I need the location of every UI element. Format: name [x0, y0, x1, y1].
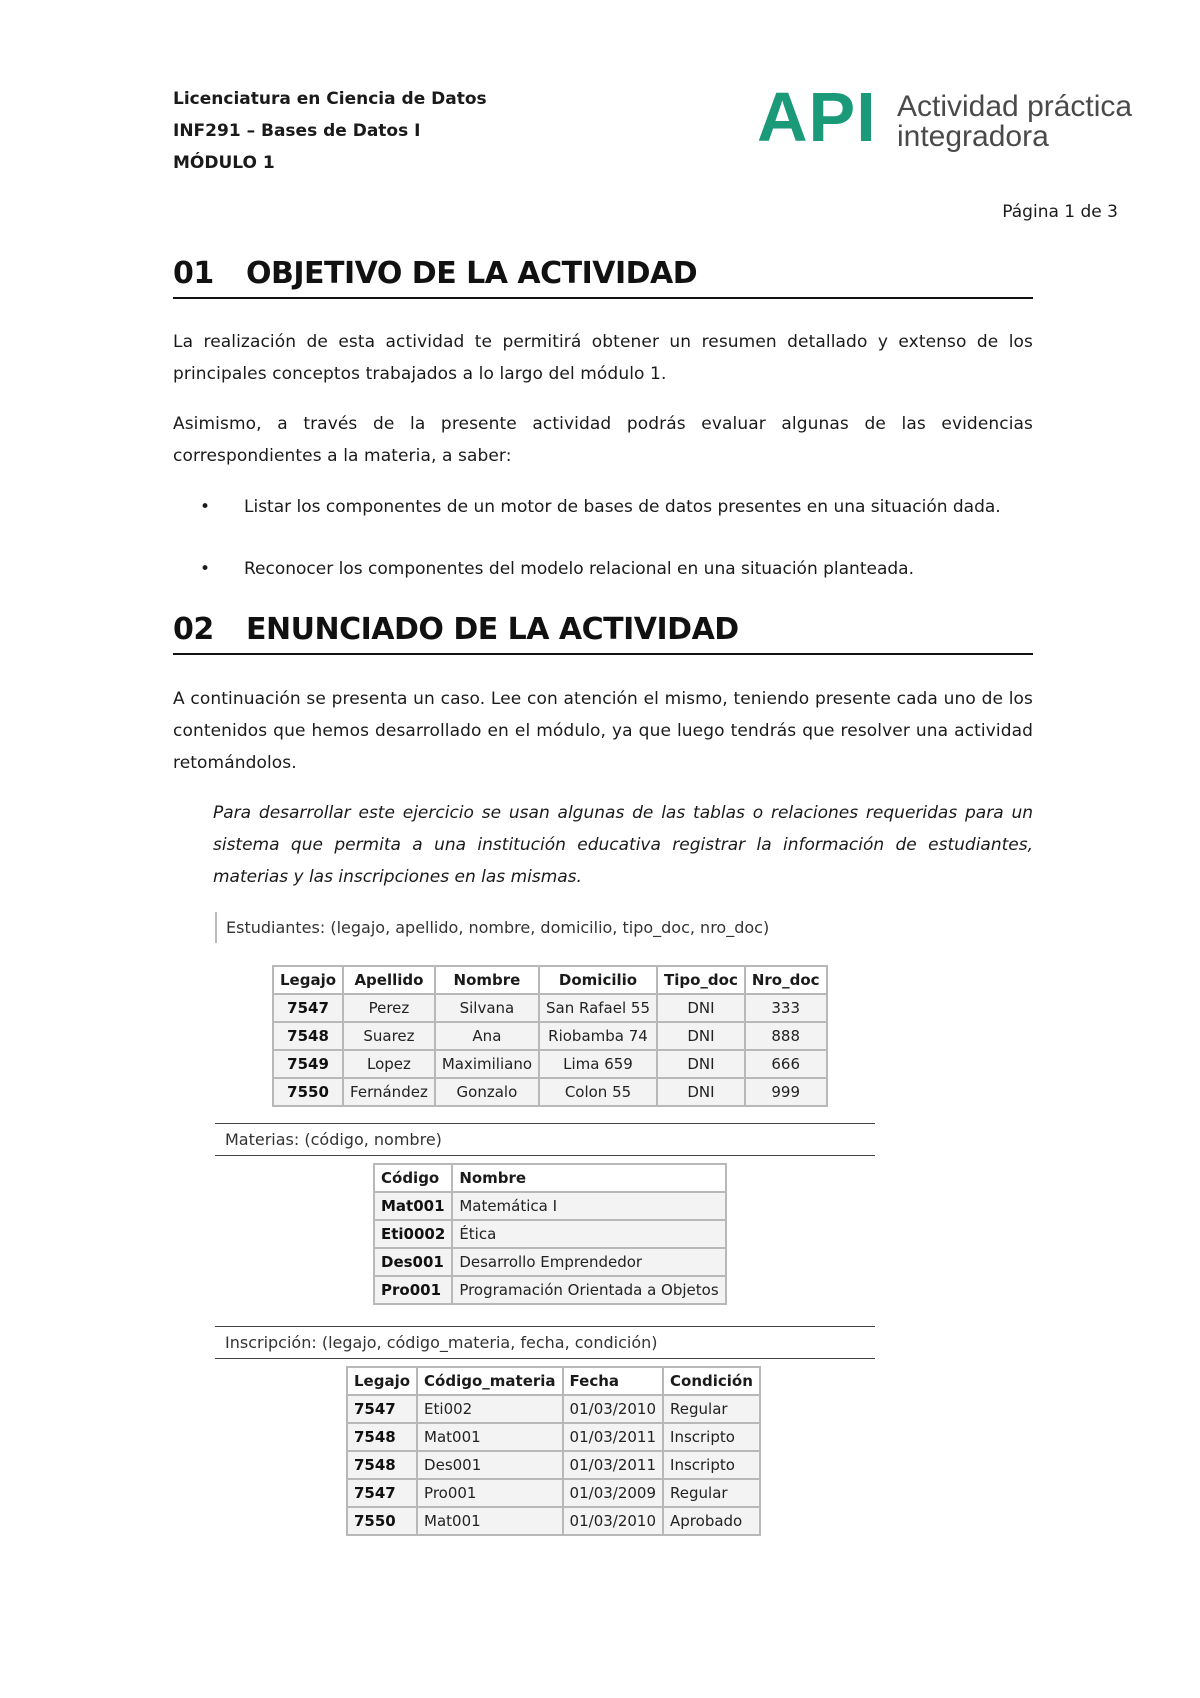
table-cell: Eti0002: [374, 1220, 452, 1248]
column-header: Nro_doc: [745, 966, 827, 994]
table-cell: 01/03/2010: [563, 1507, 663, 1535]
section-1-paragraph-1: La realización de esta actividad te permitirá obtener un resumen detallado y extenso de los principales conceptos trabajados a lo largo del módulo 1.: [173, 332, 1033, 384]
bullet-icon: •: [200, 497, 211, 517]
logo-mark: API: [757, 78, 877, 156]
page-number: Página 1 de 3: [1002, 202, 1118, 222]
table-row: [273, 1022, 827, 1050]
table-cell: Mat001: [374, 1192, 452, 1220]
table-cell: Maximiliano: [435, 1050, 539, 1078]
table-row: [347, 1479, 760, 1507]
section-1-heading: [173, 256, 1033, 299]
table-cell: Eti002: [417, 1395, 563, 1423]
inscripcion-table: [346, 1366, 761, 1536]
table-cell: 7547: [347, 1479, 417, 1507]
column-header: Tipo_doc: [657, 966, 745, 994]
section-1-number: 01: [173, 256, 214, 291]
bullet-text: Reconocer los componentes del modelo relacional en una situación planteada.: [244, 559, 914, 579]
program-name: Licenciatura en Ciencia de Datos: [173, 89, 487, 109]
column-header: Legajo: [273, 966, 343, 994]
logo-line1: Actividad práctica: [897, 90, 1133, 123]
table-cell: Suarez: [343, 1022, 435, 1050]
logo-line2: integradora: [897, 120, 1049, 153]
table-cell: Silvana: [435, 994, 539, 1022]
table-row: [347, 1395, 760, 1423]
table-cell: Pro001: [417, 1479, 563, 1507]
table-cell: 01/03/2011: [563, 1451, 663, 1479]
table-cell: 7550: [347, 1507, 417, 1535]
table-cell: Perez: [343, 994, 435, 1022]
section-2-number: 02: [173, 612, 214, 647]
section-2-paragraph-1: A continuación se presenta un caso. Lee con atención el mismo, teniendo presente cada uno de los contenidos que hemos desarrollado en el módulo, ya que luego tendrás que resolver una actividad retomándolos.: [173, 689, 1033, 773]
table-cell: Matemática I: [452, 1192, 725, 1220]
table-cell: Ana: [435, 1022, 539, 1050]
table-cell: Inscripto: [663, 1451, 760, 1479]
table-cell: 7547: [273, 994, 343, 1022]
table-cell: Fernández: [343, 1078, 435, 1106]
table-cell: Riobamba 74: [539, 1022, 657, 1050]
column-header: Fecha: [563, 1367, 663, 1395]
table-row: [273, 1050, 827, 1078]
table-cell: 7550: [273, 1078, 343, 1106]
bullet-item: [200, 491, 1033, 523]
table-cell: Regular: [663, 1395, 760, 1423]
column-header: Nombre: [435, 966, 539, 994]
column-header: Código_materia: [417, 1367, 563, 1395]
table-row: [347, 1451, 760, 1479]
table-cell: DNI: [657, 994, 745, 1022]
table-cell: Aprobado: [663, 1507, 760, 1535]
table-cell: San Rafael 55: [539, 994, 657, 1022]
table-cell: Regular: [663, 1479, 760, 1507]
section-2-title: ENUNCIADO DE LA ACTIVIDAD: [246, 612, 739, 647]
table-row: [347, 1423, 760, 1451]
table-cell: 01/03/2009: [563, 1479, 663, 1507]
column-header: Condición: [663, 1367, 760, 1395]
bullet-icon: •: [200, 559, 211, 579]
bullet-item: [200, 553, 1033, 585]
table-row: [347, 1507, 760, 1535]
table-cell: 7549: [273, 1050, 343, 1078]
table-cell: 7547: [347, 1395, 417, 1423]
table-row: [374, 1276, 726, 1304]
table-cell: Inscripto: [663, 1423, 760, 1451]
table-cell: Gonzalo: [435, 1078, 539, 1106]
table-cell: DNI: [657, 1022, 745, 1050]
table-cell: 999: [745, 1078, 827, 1106]
inscripcion-schema: Inscripción: (legajo, código_materia, fecha, condición): [215, 1326, 875, 1359]
table-cell: Lima 659: [539, 1050, 657, 1078]
table-row: [273, 994, 827, 1022]
table-cell: Programación Orientada a Objetos: [452, 1276, 725, 1304]
section-1-paragraph-2: Asimismo, a través de la presente actividad podrás evaluar algunas de las evidencias correspondientes a la materia, a saber:: [173, 414, 1033, 466]
table-cell: Des001: [374, 1248, 452, 1276]
table-cell: Colon 55: [539, 1078, 657, 1106]
table-cell: Ética: [452, 1220, 725, 1248]
course-name: INF291 – Bases de Datos I: [173, 121, 421, 141]
table-row: [374, 1248, 726, 1276]
column-header: Legajo: [347, 1367, 417, 1395]
table-cell: DNI: [657, 1078, 745, 1106]
table-header-row: [374, 1164, 726, 1192]
table-cell: 888: [745, 1022, 827, 1050]
table-cell: Mat001: [417, 1423, 563, 1451]
table-cell: Lopez: [343, 1050, 435, 1078]
module-name: MÓDULO 1: [173, 153, 275, 173]
bullet-text: Listar los componentes de un motor de bases de datos presentes en una situación dada.: [244, 497, 1001, 517]
table-header-row: [347, 1367, 760, 1395]
estudiantes-schema: Estudiantes: (legajo, apellido, nombre, domicilio, tipo_doc, nro_doc): [215, 912, 769, 943]
table-cell: 7548: [347, 1423, 417, 1451]
table-cell: 7548: [347, 1451, 417, 1479]
table-row: [273, 1078, 827, 1106]
estudiantes-table: [272, 965, 828, 1107]
table-row: [374, 1220, 726, 1248]
table-cell: Desarrollo Emprendedor: [452, 1248, 725, 1276]
table-cell: 666: [745, 1050, 827, 1078]
table-cell: DNI: [657, 1050, 745, 1078]
column-header: Domicilio: [539, 966, 657, 994]
api-logo: [757, 78, 1137, 158]
materias-schema: Materias: (código, nombre): [215, 1123, 875, 1156]
table-cell: 01/03/2011: [563, 1423, 663, 1451]
column-header: Apellido: [343, 966, 435, 994]
section-1-title: OBJETIVO DE LA ACTIVIDAD: [246, 256, 698, 291]
column-header: Código: [374, 1164, 452, 1192]
table-row: [374, 1192, 726, 1220]
table-header-row: [273, 966, 827, 994]
column-header: Nombre: [452, 1164, 725, 1192]
table-cell: Pro001: [374, 1276, 452, 1304]
table-cell: 01/03/2010: [563, 1395, 663, 1423]
table-cell: 7548: [273, 1022, 343, 1050]
section-2-heading: [173, 612, 1033, 655]
table-cell: Des001: [417, 1451, 563, 1479]
materias-table: [373, 1163, 727, 1305]
case-description: Para desarrollar este ejercicio se usan algunas de las tablas o relaciones requeridas para un sistema que permita a una institución educativa registrar la información de estudiantes, materias y las inscripciones en las mismas.: [213, 803, 1033, 887]
table-cell: 333: [745, 994, 827, 1022]
table-cell: Mat001: [417, 1507, 563, 1535]
